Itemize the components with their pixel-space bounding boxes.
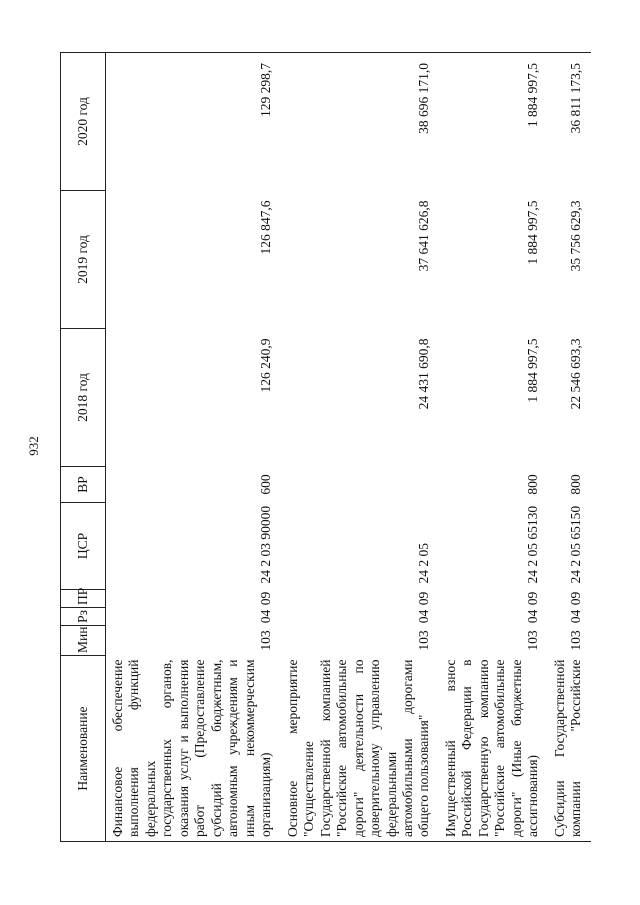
row-2020: 36 811 173,5	[548, 53, 591, 191]
table-row	[106, 53, 281, 842]
row-rz: 04	[525, 609, 541, 624]
page-number: 932	[26, 436, 41, 456]
header-min: Мин	[61, 626, 106, 656]
row-rz: 04	[416, 609, 432, 624]
row-2018: 22 546 693,3	[568, 338, 584, 410]
row-min: 103	[416, 630, 432, 651]
row-csr: 24 2 05 65150	[568, 505, 584, 584]
row-csr: 24 2 05	[416, 543, 432, 584]
row-2020: 129 298,7	[106, 53, 281, 191]
row-2020: 38 696 171,0	[281, 53, 439, 191]
table-header-row	[61, 53, 106, 842]
header-name: Наименование	[61, 656, 106, 842]
rotated-page-content	[60, 52, 630, 842]
header-csr: ЦСР	[61, 503, 106, 590]
budget-table	[60, 52, 591, 842]
table-row	[281, 53, 439, 842]
header-vr: ВР	[61, 467, 106, 503]
header-2020: 2020 год	[61, 53, 106, 191]
row-rz: 04	[258, 609, 274, 624]
row-vr	[281, 467, 439, 503]
row-2020: 1 884 997,5	[439, 53, 548, 191]
row-name: Субсидии Государственной компании "Российские	[548, 656, 591, 842]
header-rz: Рз	[61, 608, 106, 626]
row-2019: 35 756 629,3	[568, 200, 584, 272]
table-row	[439, 53, 548, 842]
row-csr: 24 2 05 65130	[525, 505, 541, 584]
table-row	[548, 53, 591, 842]
row-2018: 1 884 997,5	[525, 338, 541, 403]
row-pr: 09	[525, 591, 541, 606]
row-2019: 1 884 997,5	[525, 200, 541, 265]
row-name: Имущественный взнос Российской Федерации в Государственную компанию "Российские автомобильные дороги" (Иные бюджетные ассигнования)	[439, 656, 548, 842]
row-vr: 600	[258, 474, 274, 495]
row-name: Основное мероприятие "Осуществление Государственной компанией "Российские автомобильные дороги" деятельности по доверительному управлению федеральными автомобильными дорогами общего пользования"	[281, 656, 439, 842]
row-pr: 09	[258, 591, 274, 606]
header-2019: 2019 год	[61, 191, 106, 329]
row-min: 103	[258, 630, 274, 651]
row-min: 103	[568, 630, 584, 651]
row-min: 103	[525, 630, 541, 651]
row-csr: 24 2 03 90000	[258, 505, 274, 584]
row-2018: 126 240,9	[258, 338, 274, 393]
row-2019: 126 847,6	[258, 200, 274, 255]
row-vr: 800	[525, 474, 541, 495]
row-2018: 24 431 690,8	[416, 338, 432, 410]
row-pr: 09	[568, 591, 584, 606]
row-name: Финансовое обеспечение выполнения функций федеральных государственных органов, оказания услуг и выполнения работ (Предоставление субсидий бюджетным, автономным учреждениям и иным некоммерческим организациям)	[106, 656, 281, 842]
row-2019: 37 641 626,8	[416, 200, 432, 272]
row-pr: 09	[416, 591, 432, 606]
row-rz: 04	[568, 609, 584, 624]
header-pr: ПР	[61, 590, 106, 608]
header-2018: 2018 год	[61, 329, 106, 467]
row-vr: 800	[568, 474, 584, 495]
